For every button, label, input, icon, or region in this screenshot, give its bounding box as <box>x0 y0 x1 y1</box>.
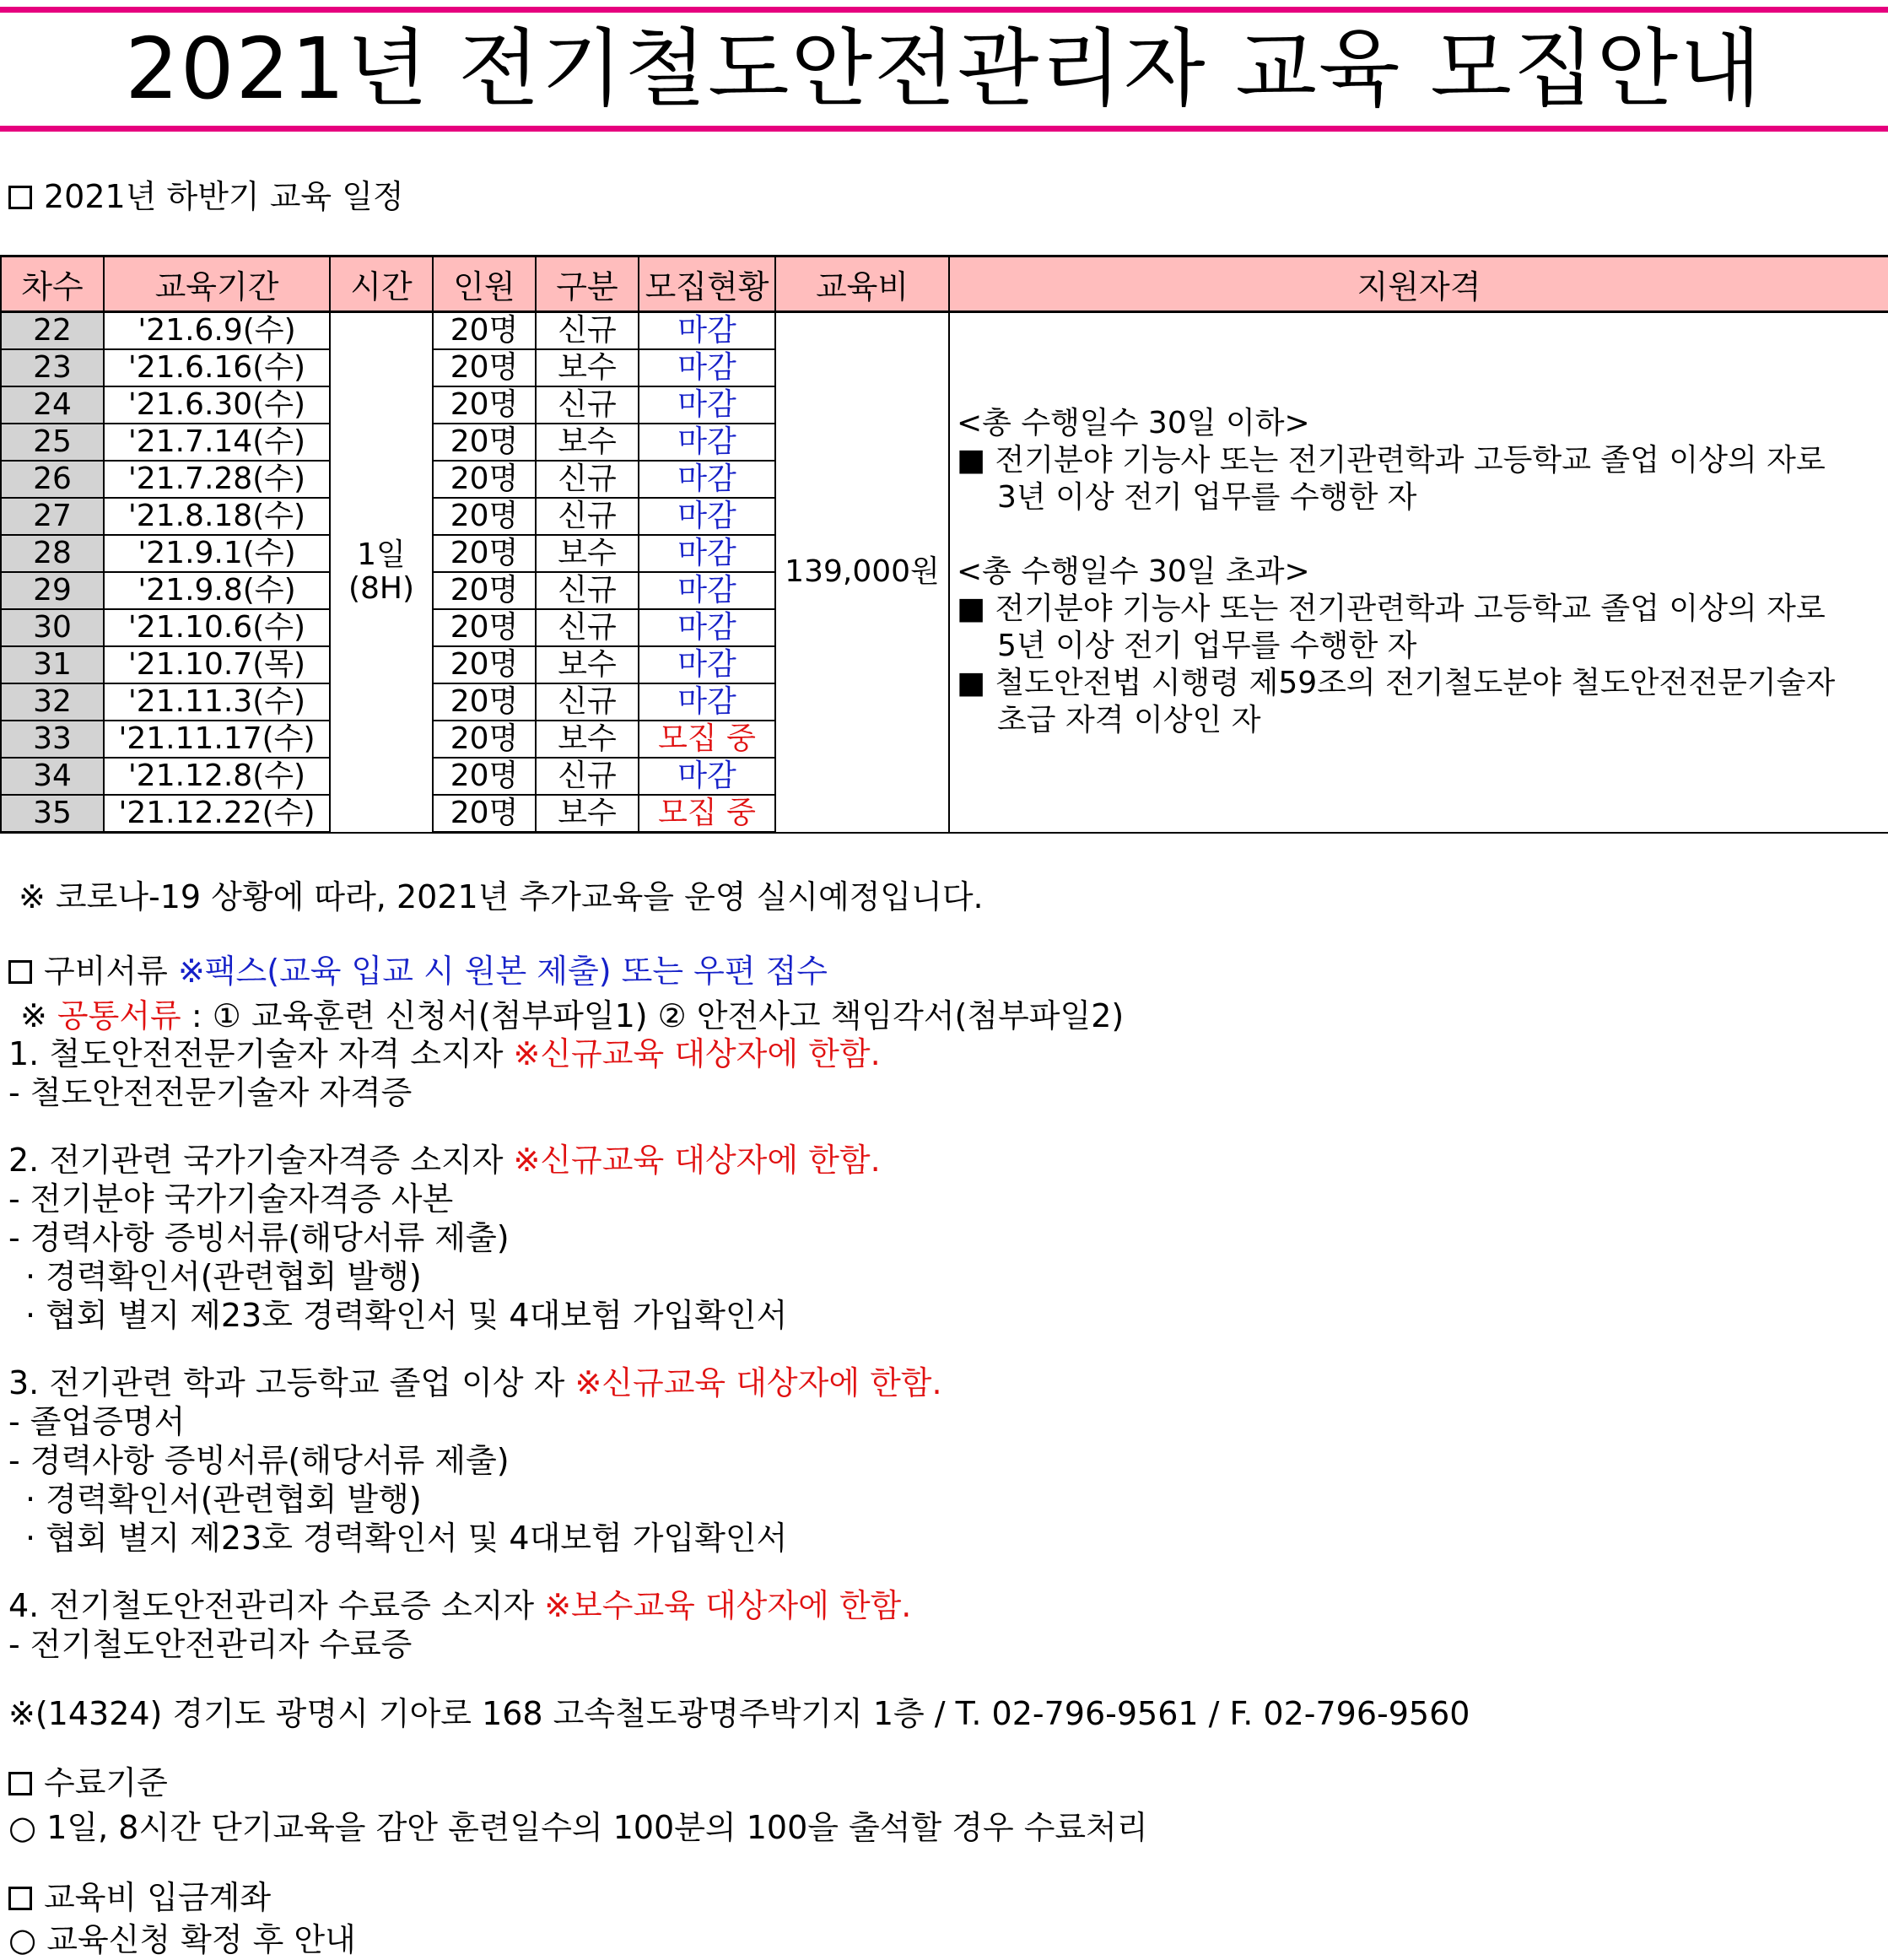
cell-date: '21.12.8(수) <box>104 758 330 795</box>
cell-status: 마감 <box>639 609 775 646</box>
cell-people: 20명 <box>433 461 536 498</box>
doc-item-1-line-1: - 철도안전전문기술자 자격증 <box>8 1074 413 1111</box>
cell-no: 25 <box>1 424 104 461</box>
cell-people: 20명 <box>433 609 536 646</box>
table-header-row <box>1 256 1888 312</box>
cell-date: '21.10.7(목) <box>104 646 330 683</box>
cell-date: '21.6.30(수) <box>104 386 330 424</box>
cell-status: 모집 중 <box>639 795 775 833</box>
common-docs-label: 공통서류 <box>57 997 181 1034</box>
cell-type: 신규 <box>536 683 639 721</box>
cell-type: 보수 <box>536 721 639 758</box>
cell-type: 신규 <box>536 312 639 350</box>
doc-item-3-line-4: · 협회 별지 제23호 경력확인서 및 4대보험 가입확인서 <box>25 1520 788 1557</box>
title-bottom-rule <box>0 126 1888 132</box>
cell-qualification <box>949 312 1888 833</box>
doc-item-3-note: ※신규교육 대상자에 한함. <box>574 1364 942 1401</box>
cell-type: 보수 <box>536 349 639 386</box>
cell-type: 보수 <box>536 535 639 572</box>
doc-item-2-line-4: · 협회 별지 제23호 경력확인서 및 4대보험 가입확인서 <box>25 1297 788 1334</box>
qual-group-2-item-2: ■ 철도안전법 시행령 제59조의 전기철도분야 철도안전전문기술자 <box>957 666 1836 701</box>
title-band <box>0 7 1888 132</box>
cell-date: '21.8.18(수) <box>104 498 330 535</box>
account-heading-text: 교육비 입금계좌 <box>44 1879 272 1916</box>
cell-time <box>330 312 433 833</box>
cell-date: '21.7.14(수) <box>104 424 330 461</box>
cell-date: '21.10.6(수) <box>104 609 330 646</box>
cell-no: 28 <box>1 535 104 572</box>
cell-date: '21.11.3(수) <box>104 683 330 721</box>
cell-status: 마감 <box>639 498 775 535</box>
cell-type: 신규 <box>536 572 639 609</box>
qual-group-2-title: <총 수행일수 30일 초과> <box>957 554 1310 590</box>
cell-status: 마감 <box>639 646 775 683</box>
docs-heading-note: ※팩스(교육 입교 시 원본 제출) 또는 우편 접수 <box>177 953 828 990</box>
col-header-fee: 교육비 <box>775 256 949 312</box>
doc-item-3-line-1: - 졸업증명서 <box>8 1403 186 1440</box>
doc-item-3-line-3: · 경력확인서(관련협회 발행) <box>25 1481 422 1518</box>
col-header-period: 교육기간 <box>104 256 330 312</box>
checkbox-square-icon <box>8 960 32 984</box>
qual-group-1-item-1-cont: 3년 이상 전기 업무를 수행한 자 <box>997 480 1417 516</box>
cell-no: 26 <box>1 461 104 498</box>
col-header-people: 인원 <box>433 256 536 312</box>
cell-status: 마감 <box>639 535 775 572</box>
cell-people: 20명 <box>433 535 536 572</box>
cell-people: 20명 <box>433 683 536 721</box>
covid-note: ※ 코로나-19 상황에 따라, 2021년 추가교육을 운영 실시예정입니다. <box>19 878 984 915</box>
cell-time-line-2: (8H) <box>348 571 415 607</box>
table-row <box>1 312 1888 350</box>
cell-status: 모집 중 <box>639 721 775 758</box>
checkbox-square-icon <box>8 186 32 209</box>
cell-no: 30 <box>1 609 104 646</box>
cell-people: 20명 <box>433 721 536 758</box>
address-line: ※(14324) 경기도 광명시 기아로 168 고속철도광명주박기지 1층 / T. 02-796-9561 / F. 02-796-9560 <box>8 1695 1470 1732</box>
cell-type: 보수 <box>536 646 639 683</box>
cell-no: 27 <box>1 498 104 535</box>
cell-no: 22 <box>1 312 104 350</box>
cell-no: 34 <box>1 758 104 795</box>
cell-no: 29 <box>1 572 104 609</box>
doc-item-3-line-2: - 경력사항 증빙서류(해당서류 제출) <box>8 1442 510 1479</box>
cell-status: 마감 <box>639 572 775 609</box>
cell-no: 23 <box>1 349 104 386</box>
doc-item-1-note: ※신규교육 대상자에 한함. <box>513 1035 881 1072</box>
cell-no: 24 <box>1 386 104 424</box>
cell-people: 20명 <box>433 312 536 350</box>
qual-group-1-title: <총 수행일수 30일 이하> <box>957 406 1310 441</box>
qual-group-2-item-2-cont: 초급 자격 이상인 자 <box>997 703 1261 738</box>
doc-item-2-title-text: 2. 전기관련 국가기술자격증 소지자 <box>8 1142 514 1179</box>
cell-status: 마감 <box>639 461 775 498</box>
col-header-no: 차수 <box>1 256 104 312</box>
cell-type: 보수 <box>536 424 639 461</box>
cell-people: 20명 <box>433 572 536 609</box>
title-top-rule <box>0 7 1888 13</box>
cell-status: 마감 <box>639 312 775 350</box>
cell-people: 20명 <box>433 386 536 424</box>
checkbox-square-icon <box>8 1772 32 1795</box>
col-header-qualification: 지원자격 <box>949 256 1888 312</box>
schedule-heading <box>8 170 404 217</box>
cell-fee: 139,000원 <box>775 312 949 833</box>
cell-no: 32 <box>1 683 104 721</box>
checkbox-square-icon <box>8 1887 32 1910</box>
account-text: ○ 교육신청 확정 후 안내 <box>8 1921 356 1958</box>
doc-item-3-title-text: 3. 전기관련 학과 고등학교 졸업 이상 자 <box>8 1364 575 1401</box>
col-header-type: 구분 <box>536 256 639 312</box>
cell-status: 마감 <box>639 683 775 721</box>
qual-group-2-item-1: ■ 전기분야 기능사 또는 전기관련학과 고등학교 졸업 이상의 자로 <box>957 591 1826 627</box>
cell-status: 마감 <box>639 758 775 795</box>
common-docs-text: : ① 교육훈련 신청서(첨부파일1) ② 안전사고 책임각서(첨부파일2) <box>181 997 1125 1034</box>
page-title: 2021년 전기철도안전관리자 교육 모집안내 <box>125 19 1763 118</box>
col-header-time: 시간 <box>330 256 433 312</box>
cell-people: 20명 <box>433 758 536 795</box>
cell-time-line-1: 1일 <box>357 537 406 573</box>
completion-heading-text: 수료기준 <box>44 1764 168 1801</box>
cell-no: 31 <box>1 646 104 683</box>
doc-item-2-line-1: - 전기분야 국가기술자격증 사본 <box>8 1180 454 1218</box>
doc-item-2-note: ※신규교육 대상자에 한함. <box>513 1142 881 1179</box>
qual-group-2-item-1-cont: 5년 이상 전기 업무를 수행한 자 <box>997 629 1417 664</box>
cell-type: 신규 <box>536 498 639 535</box>
cell-people: 20명 <box>433 795 536 833</box>
col-header-status: 모집현황 <box>639 256 775 312</box>
doc-item-4-line-1: - 전기철도안전관리자 수료증 <box>8 1626 413 1663</box>
schedule-table <box>0 255 1888 834</box>
common-docs-prefix: ※ <box>20 997 57 1034</box>
doc-item-2-line-3: · 경력확인서(관련협회 발행) <box>25 1258 422 1295</box>
cell-type: 신규 <box>536 609 639 646</box>
cell-date: '21.9.1(수) <box>104 535 330 572</box>
cell-date: '21.11.17(수) <box>104 721 330 758</box>
cell-type: 신규 <box>536 758 639 795</box>
doc-item-2-line-2: - 경력사항 증빙서류(해당서류 제출) <box>8 1219 510 1256</box>
cell-people: 20명 <box>433 646 536 683</box>
cell-people: 20명 <box>433 349 536 386</box>
cell-date: '21.6.9(수) <box>104 312 330 350</box>
cell-date: '21.12.22(수) <box>104 795 330 833</box>
schedule-heading-text: 2021년 하반기 교육 일정 <box>44 178 404 215</box>
docs-heading <box>8 945 828 991</box>
qual-group-1-item-1: ■ 전기분야 기능사 또는 전기관련학과 고등학교 졸업 이상의 자로 <box>957 443 1826 478</box>
doc-item-4-note: ※보수교육 대상자에 한함. <box>544 1587 912 1624</box>
cell-people: 20명 <box>433 424 536 461</box>
cell-type: 신규 <box>536 386 639 424</box>
cell-date: '21.6.16(수) <box>104 349 330 386</box>
cell-type: 보수 <box>536 795 639 833</box>
cell-status: 마감 <box>639 424 775 461</box>
cell-date: '21.7.28(수) <box>104 461 330 498</box>
cell-status: 마감 <box>639 349 775 386</box>
completion-heading <box>8 1757 168 1803</box>
cell-people: 20명 <box>433 498 536 535</box>
doc-item-1-title-text: 1. 철도안전전문기술자 자격 소지자 <box>8 1035 514 1072</box>
cell-date: '21.9.8(수) <box>104 572 330 609</box>
cell-status: 마감 <box>639 386 775 424</box>
cell-no: 35 <box>1 795 104 833</box>
account-heading <box>8 1871 271 1918</box>
doc-item-4-title-text: 4. 전기철도안전관리자 수료증 소지자 <box>8 1587 545 1624</box>
cell-type: 신규 <box>536 461 639 498</box>
completion-text: ○ 1일, 8시간 단기교육을 감안 훈련일수의 100분의 100을 출석할 경우 수료처리 <box>8 1809 1148 1846</box>
docs-heading-text: 구비서류 <box>44 953 168 990</box>
cell-no: 33 <box>1 721 104 758</box>
